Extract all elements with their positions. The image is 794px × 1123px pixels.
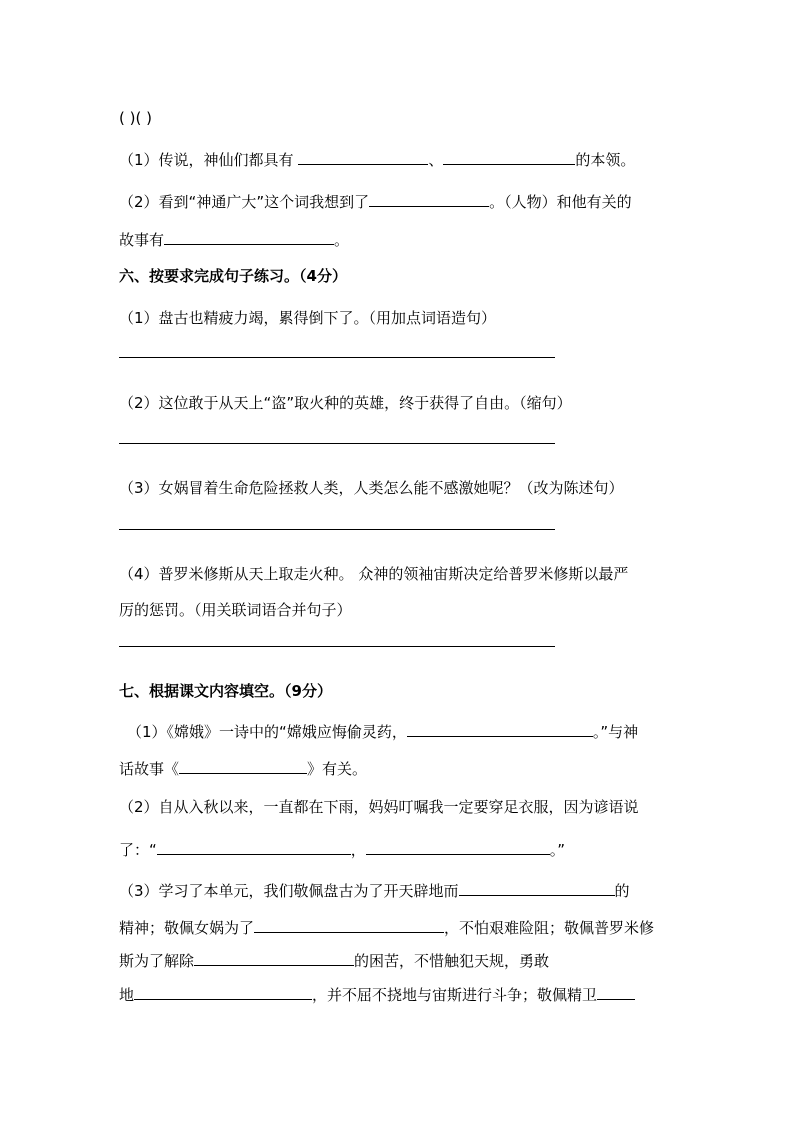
q6-item-4-cont: 厉的惩罚。（用关联词语合并句子）	[119, 601, 352, 619]
top-parentheses-line: ( )( )	[119, 109, 152, 127]
answer-blank[interactable]	[459, 880, 615, 896]
q6-heading: 六、按要求完成句子练习。（4分）	[119, 267, 347, 285]
q6-item-3: （3）女娲冒着生命危险拯救人类，人类怎么能不感激她呢？（改为陈述句）	[119, 479, 624, 497]
answer-blank[interactable]	[443, 149, 575, 165]
q6-item-4: （4）普罗米修斯从天上取走火种。 众神的领袖宙斯决定给普罗米修斯以最严	[119, 565, 629, 583]
q7-sentence-1-cont: 话故事《 》有关。	[119, 760, 368, 778]
answer-blank[interactable]	[407, 721, 593, 737]
q7-sentence-3-cont-1: 精神；敬佩女娲为了 ，不怕艰难险阻；敬佩普罗米修	[119, 919, 655, 937]
answer-line[interactable]	[119, 529, 555, 530]
q5-sentence-1: （1）传说，神仙们都具有 、 的本领。	[119, 151, 636, 169]
q7-sentence-1: （1）《嫦娥》一诗中的“嫦娥应悔偷灵药， 。”与神	[127, 723, 639, 741]
answer-line[interactable]	[119, 443, 555, 444]
q5-sentence-2: （2）看到“神通广大”这个词我想到了 。（人物）和他有关的	[119, 193, 632, 211]
q5-sentence-2-cont: 故事有 。	[119, 231, 350, 249]
answer-blank[interactable]	[298, 149, 428, 165]
q7-sentence-3: （3）学习了本单元，我们敬佩盘古为了开天辟地而 的	[119, 882, 630, 900]
answer-blank[interactable]	[194, 950, 354, 966]
answer-blank[interactable]	[369, 191, 489, 207]
answer-line[interactable]	[119, 357, 555, 358]
q6-item-2: （2）这位敢于从天上“盗”取火种的英雄，终于获得了自由。（缩句）	[119, 394, 572, 412]
answer-blank[interactable]	[366, 839, 550, 855]
q7-sentence-3-cont-2: 斯为了解除 的困苦，不惜触犯天规，勇敢	[119, 952, 550, 970]
q7-sentence-2-cont: 了：“ ， 。”	[119, 841, 566, 859]
answer-blank[interactable]	[157, 839, 351, 855]
answer-blank[interactable]	[179, 758, 307, 774]
answer-blank[interactable]	[597, 984, 635, 1000]
q6-item-1: （1）盘古也精疲力竭，累得倒下了。（用加点词语造句）	[119, 309, 497, 327]
q7-heading: 七、根据课文内容填空。（9分）	[119, 682, 332, 700]
answer-blank[interactable]	[164, 229, 334, 245]
answer-line[interactable]	[119, 646, 555, 647]
answer-blank[interactable]	[134, 984, 312, 1000]
q7-sentence-2: （2）自从入秋以来，一直都在下雨，妈妈叮嘱我一定要穿足衣服，因为谚语说	[119, 798, 639, 816]
q7-sentence-3-cont-3: 地 ，并不屈不挠地与宙斯进行斗争；敬佩精卫	[119, 984, 635, 1006]
answer-blank[interactable]	[254, 917, 444, 933]
